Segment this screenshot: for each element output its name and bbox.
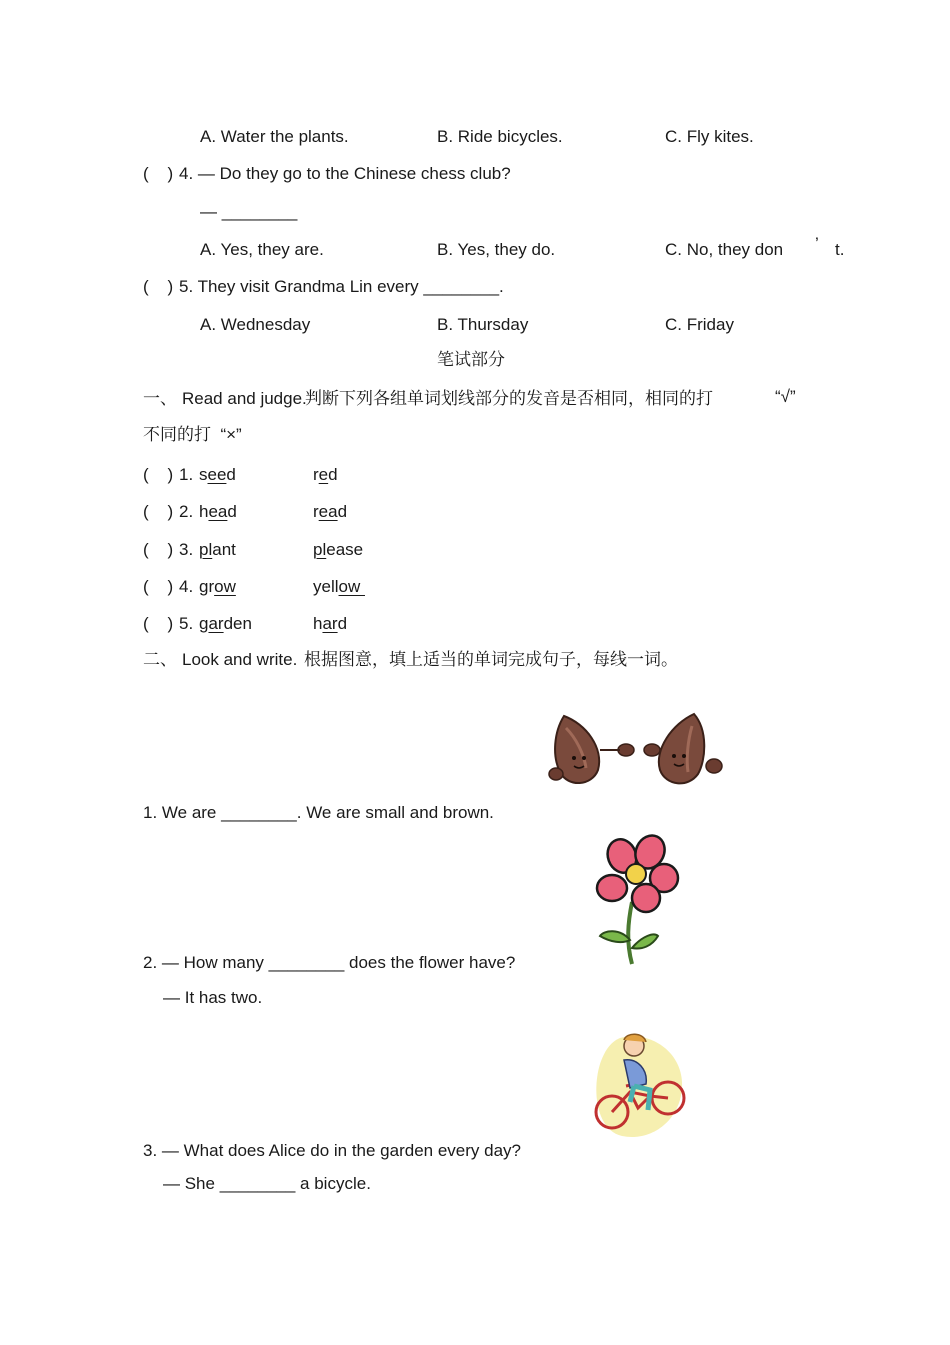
word-1: garden <box>199 614 252 633</box>
underlined-part: ea <box>318 502 338 521</box>
q5-option-b: B. Thursday <box>437 315 529 334</box>
leaf-icon <box>632 935 658 949</box>
section1-title-cn: 判断下列各组单词划线部分的发音是否相同，相同的打 <box>305 389 713 408</box>
underlined-part: ar <box>322 614 338 633</box>
section2-title-cn: 根据图意，填上适当的单词完成句子，每线一词。 <box>304 650 678 669</box>
answer-paren[interactable]: ( ) <box>143 465 174 484</box>
look-write-q2-line2: — It has two. <box>163 988 263 1007</box>
underlined-part: pl <box>313 540 327 559</box>
seed-left-icon <box>549 716 634 783</box>
word-2: hard <box>313 614 348 633</box>
item-number: 1. <box>179 465 194 484</box>
q5-stem: 5. They visit Grandma Lin every ________. <box>179 277 504 296</box>
section2-title-en: Look and write. <box>182 650 298 669</box>
word-1: seed <box>199 465 236 484</box>
underlined-part: e <box>318 465 329 484</box>
answer-paren[interactable]: ( ) <box>143 277 174 296</box>
item-number: 4. <box>179 577 194 596</box>
underlined-part: pl <box>199 540 213 559</box>
flower-illustration <box>592 832 687 967</box>
item-number: 2. <box>179 502 194 521</box>
answer-paren[interactable]: ( ) <box>143 502 174 521</box>
q4-option-c-tail: t. <box>835 240 845 259</box>
section1-number: 一、 <box>143 389 177 408</box>
word-2: read <box>313 502 348 521</box>
look-write-q3-line1: 3. — What does Alice do in the garden every day? <box>143 1141 522 1160</box>
q4-answer-line[interactable]: — ________ <box>200 202 298 221</box>
q4-stem: 4. — Do they go to the Chinese chess club? <box>179 164 511 183</box>
q4-option-a: A. Yes, they are. <box>200 240 324 259</box>
underlined-part: ea <box>208 502 228 521</box>
q4-option-c: C. No, they don <box>665 240 784 259</box>
answer-paren[interactable]: ( ) <box>143 164 174 183</box>
section2-number: 二、 <box>143 650 177 669</box>
item-number: 3. <box>179 540 194 559</box>
check-mark-symbol: “√” <box>775 387 796 406</box>
leaf-icon <box>600 931 630 942</box>
q3-option-b: B. Ride bicycles. <box>437 127 563 146</box>
word-1: grow <box>199 577 236 596</box>
look-write-q2-line1: 2. — How many ________ does the flower have? <box>143 953 516 972</box>
girl-riding-bicycle-illustration <box>590 1030 690 1145</box>
section1-title-en: Read and judge. <box>182 389 307 408</box>
answer-paren[interactable]: ( ) <box>143 540 174 559</box>
answer-paren[interactable]: ( ) <box>143 577 174 596</box>
seed-right-icon <box>644 714 722 783</box>
underlined-part: ee <box>207 465 227 484</box>
underlined-part: ow <box>214 577 236 596</box>
underlined-part: ow <box>338 577 365 596</box>
seeds-illustration <box>546 710 726 790</box>
q4-option-c-apostrophe: ’ <box>815 234 819 253</box>
look-write-q3-line2: — She ________ a bicycle. <box>163 1174 371 1193</box>
q4-option-b: B. Yes, they do. <box>437 240 556 259</box>
word-1: head <box>199 502 237 521</box>
word-2: red <box>313 465 338 484</box>
word-1: plant <box>199 540 236 559</box>
word-2: yellow <box>313 577 365 596</box>
q5-option-c: C. Friday <box>665 315 734 334</box>
answer-paren[interactable]: ( ) <box>143 614 174 633</box>
item-number: 5. <box>179 614 194 633</box>
written-part-heading: 笔试部分 <box>437 350 505 369</box>
underlined-part: ar <box>208 614 224 633</box>
q3-option-a: A. Water the plants. <box>200 127 349 146</box>
section1-instruction-line2: 不同的打 “×” <box>143 425 242 444</box>
q5-option-a: A. Wednesday <box>200 315 311 334</box>
q3-option-c: C. Fly kites. <box>665 127 754 146</box>
word-2: please <box>313 540 364 559</box>
look-write-q1: 1. We are ________. We are small and brown. <box>143 803 494 822</box>
